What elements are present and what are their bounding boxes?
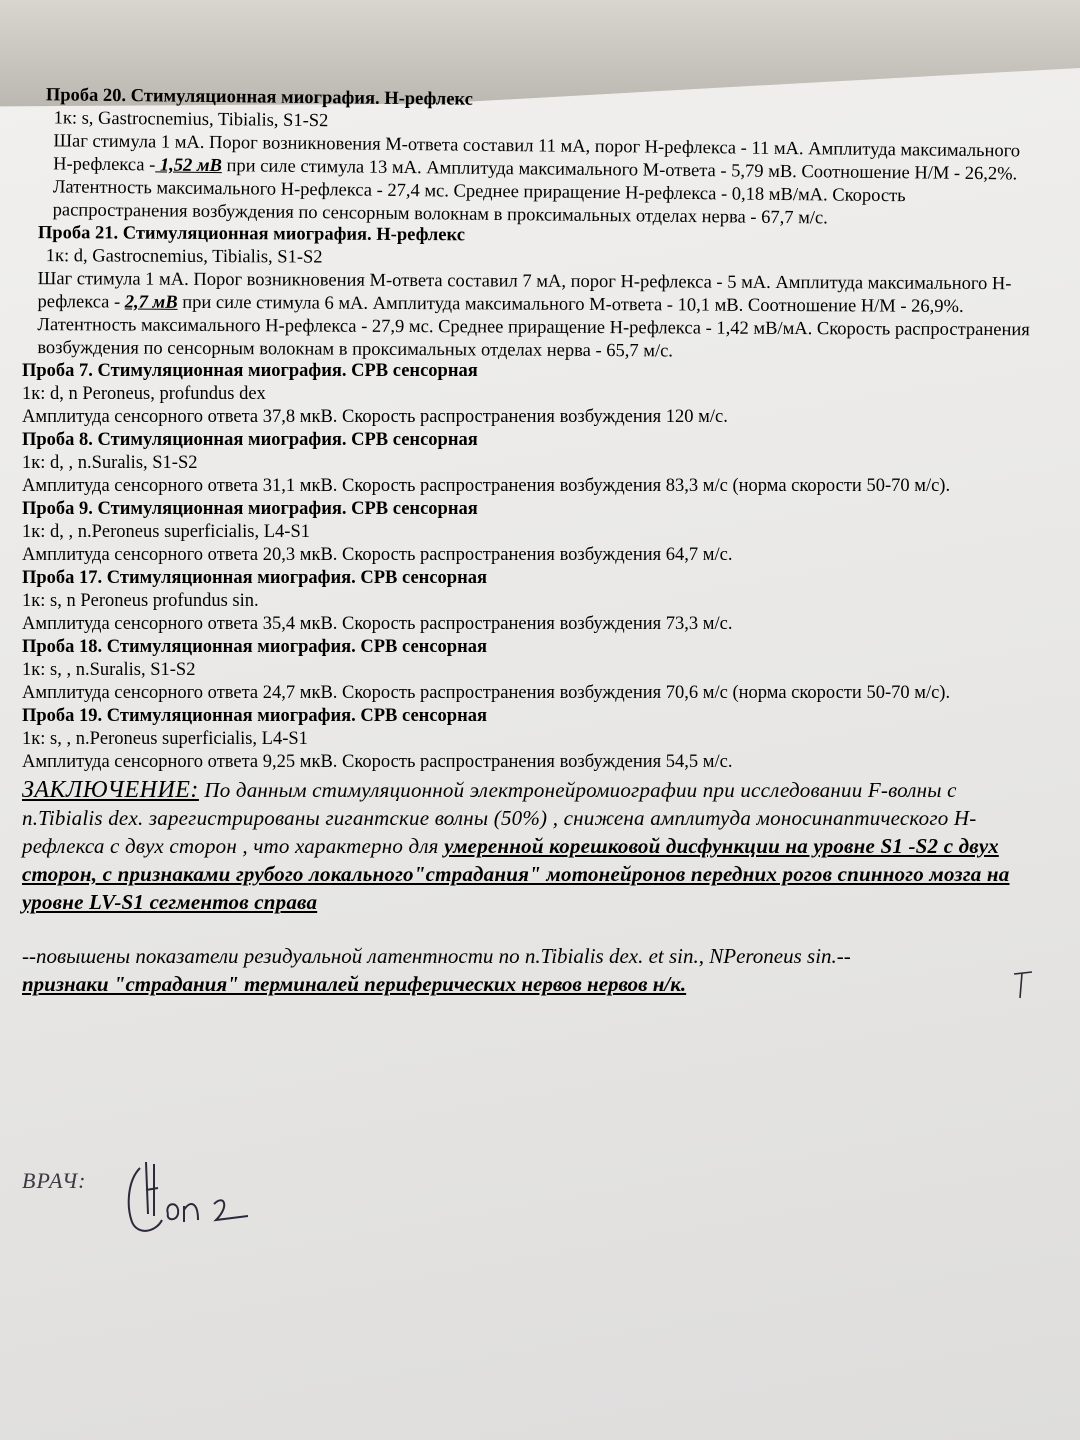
probe-title: Проба 8. Стимуляционная миография. СРВ сенсорная: [22, 430, 478, 450]
residual-latency-note: [22, 942, 1032, 998]
probe-result: Амплитуда сенсорного ответа 37,8 мкВ. Скорость распространения возбуждения 120 м/с.: [22, 407, 728, 427]
probe-text: Шаг стимула 1 мА. Порог возникновения М-ответа составил 7 мА, порог Н-рефлекса - 5 мА. Амплитуда максимального Н-рефлекса - 2,7 мВ при силе стимула 6 мА. Амплитуда максимального М-ответа - 10,1 мВ. Соотношение Н/М - 26,9%. Латентность максимального Н-рефлекса - 27,9 мс. Среднее приращение Н-рефлекса - 1,42 мВ/мА. Скорость распространения возбуждения по сенсорным волокнам в проксимальных отделах нерва - 65,7 м/с.: [37, 269, 1030, 362]
probe-params: 1к: d, Gastrocnemius, Tibialis, S1-S2: [45, 246, 323, 268]
probe-result: Амплитуда сенсорного ответа 24,7 мкВ. Скорость распространения возбуждения 70,6 м/с (норма скорости 50-70 м/с).: [22, 683, 951, 703]
probe-params: 1к: s, Gastrocnemius, Tibialis, S1-S2: [53, 108, 329, 132]
probe-title: Проба 20. Стимуляционная миография. Н-рефлекс: [45, 85, 473, 110]
probe-params: 1к: d, n Peroneus, profundus dex: [22, 384, 266, 404]
probe-21: [21, 222, 1032, 365]
probe-17: [22, 567, 1032, 636]
probe-text: Шаг стимула 1 мА. Порог возникновения М-ответа составил 11 мА, порог Н-рефлекса - 11 мА. Амплитуда максимального Н-рефлекса - 1,52 мВ при силе стимула 13 мА. Амплитуда максимального М-ответа - 5,79 мВ. Соотношение Н/М - 26,2%. Латентность максимального Н-рефлекса - 27,4 мс. Среднее приращение Н-рефлекса - 0,18 мВ/мА. Скорость распространения возбуждения по сенсорным волокнам в проксимальных отделах нерва - 67,7 м/с.: [52, 131, 1021, 229]
probe-title: Проба 19. Стимуляционная миография. СРВ сенсорная: [22, 706, 487, 726]
conclusion-text: По данным стимуляционной электронейромиографии при исследовании F-волны с n.Tibialis dex. зарегистрированы гигантские волны (50%) , снижена амплитуда моносинаптического Н-рефлекса с двух сторон , что характерно для: [22, 778, 977, 858]
conclusion: [22, 776, 1032, 916]
probe-20: [21, 84, 1032, 233]
margin-bracket-mark: [1010, 970, 1040, 1010]
probe-result: Амплитуда сенсорного ответа 35,4 мкВ. Скорость распространения возбуждения 73,3 м/с.: [22, 614, 733, 634]
probe-params: 1к: d, , n.Suralis, S1-S2: [22, 453, 198, 473]
probe-params: 1к: s, , n.Suralis, S1-S2: [22, 660, 196, 680]
probe-title: Проба 9. Стимуляционная миография. СРВ сенсорная: [22, 499, 478, 519]
probe-19: [22, 705, 1032, 774]
probe-title: Проба 18. Стимуляционная миография. СРВ сенсорная: [22, 637, 487, 657]
doctor-signature: [118, 1150, 268, 1250]
probe-params: 1к: s, n Peroneus profundus sin.: [22, 591, 259, 611]
conclusion-label: ЗАКЛЮЧЕНИЕ:: [22, 777, 199, 803]
probe-title: Проба 21. Стимуляционная миография. Н-рефлекс: [37, 223, 465, 246]
doctor-label: ВРАЧ:: [22, 1168, 87, 1193]
probe-18: [22, 636, 1032, 705]
probe-result: Амплитуда сенсорного ответа 9,25 мкВ. Скорость распространения возбуждения 54,5 м/с.: [22, 752, 733, 772]
residual-text: --повышены показатели резидуальной латентности по n.Tibialis dex. et sin., NPeroneus sin.--: [22, 944, 851, 968]
probe-title: Проба 17. Стимуляционная миография. СРВ сенсорная: [22, 568, 487, 588]
probe-result: Амплитуда сенсорного ответа 20,3 мкВ. Скорость распространения возбуждения 64,7 м/с.: [22, 545, 733, 565]
probe-title: Проба 7. Стимуляционная миография. СРВ сенсорная: [22, 361, 478, 381]
probe-params: 1к: s, , n.Peroneus superficialis, L4-S1: [22, 729, 308, 749]
probe-7: [22, 360, 1032, 429]
probe-8: [22, 429, 1032, 498]
probe-params: 1к: d, , n.Peroneus superficialis, L4-S1: [22, 522, 310, 542]
h-reflex-amplitude: 2,7 мВ: [124, 292, 178, 313]
conclusion-emphasis: умеренной корешковой дисфункции на уровне S1 -S2 с двух сторон, с признаками грубого локального"страдания" мотонейронов передних рогов спинного мозга на уровне LV-S1 сегментов справа: [22, 834, 1010, 914]
h-reflex-amplitude: 1,52 мВ: [155, 155, 223, 177]
probe-9: [22, 498, 1032, 567]
document-content: [22, 84, 1032, 1019]
probe-result: Амплитуда сенсорного ответа 31,1 мкВ. Скорость распространения возбуждения 83,3 м/с (норма скорости 50-70 м/с).: [22, 476, 951, 496]
residual-emphasis: признаки "страдания" терминалей периферических нервов нервов н/к.: [22, 972, 687, 996]
